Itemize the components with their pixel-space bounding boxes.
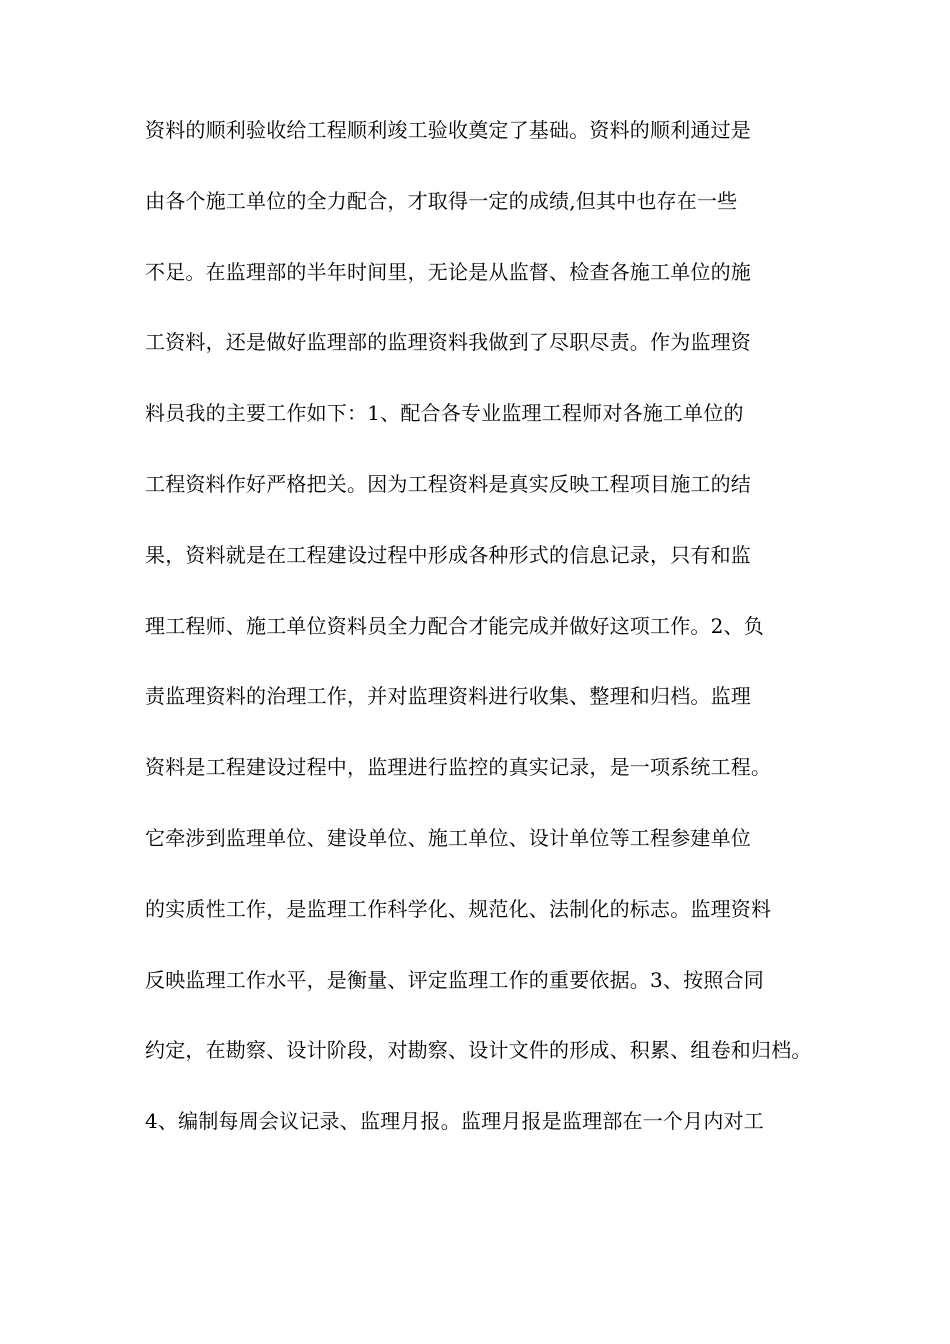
text-line-4: 工资料，还是做好监理部的监理资料我做到了尽职尽责。作为监理资	[145, 330, 751, 355]
text-line-6: 工程资料作好严格把关。因为工程资料是真实反映工程项目施工的结	[145, 471, 751, 496]
text-line-12: 的实质性工作，是监理工作科学化、规范化、法制化的标志。监理资料	[145, 896, 772, 921]
text-line-7: 果，资料就是在工程建设过程中形成各种形式的信息记录，只有和监	[145, 542, 751, 567]
text-line-3: 不足。在监理部的半年时间里，无论是从监督、检查各施工单位的施	[145, 259, 751, 284]
text-line-1: 资料的顺利验收给工程顺利竣工验收奠定了基础。资料的顺利通过是	[145, 118, 751, 142]
text-line-11: 它牵涉到监理单位、建设单位、施工单位、设计单位等工程参建单位	[145, 825, 751, 850]
text-line-15: 4、编制每周会议记录、监理月报。监理月报是监理部在一个月内对工	[145, 1109, 764, 1134]
text-line-5: 料员我的主要工作如下：1、配合各专业监理工程师对各施工单位的	[145, 401, 744, 426]
text-line-2: 由各个施工单位的全力配合，才取得一定的成绩,但其中也存在一些	[145, 188, 738, 213]
text-line-13: 反映监理工作水平，是衡量、评定监理工作的重要依据。3、按照合同	[145, 967, 764, 992]
text-line-14: 约定，在勘察、设计阶段，对勘察、设计文件的形成、积累、组卷和归档。	[145, 1038, 812, 1063]
text-line-9: 责监理资料的治理工作，并对监理资料进行收集、整理和归档。监理	[145, 684, 751, 709]
text-line-8: 理工程师、施工单位资料员全力配合才能完成并做好这项工作。2、负	[145, 613, 764, 638]
body-text	[145, 119, 825, 1181]
text-line-10: 资料是工程建设过程中，监理进行监控的真实记录，是一项系统工程。	[145, 755, 772, 780]
